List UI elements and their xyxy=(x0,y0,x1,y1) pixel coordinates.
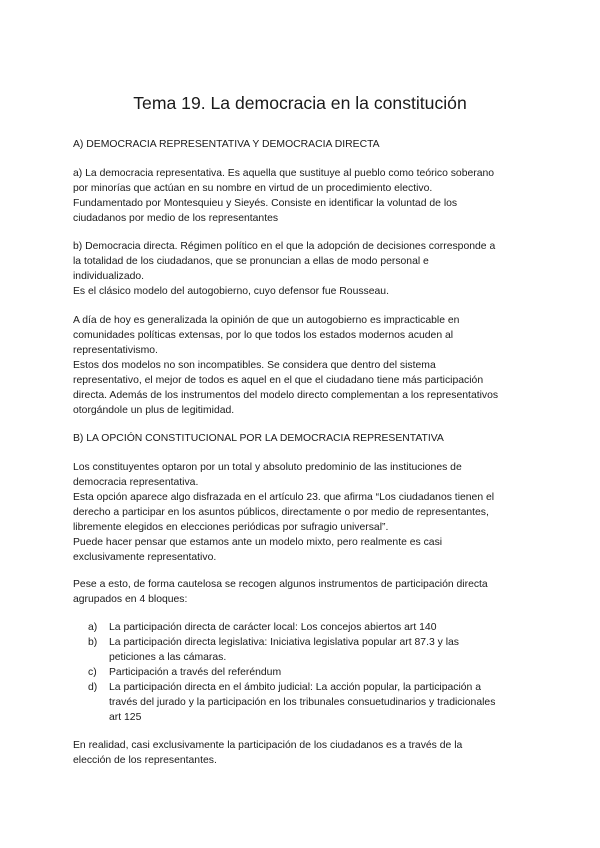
list-item-text: La participación directa de carácter local: Los concejos abiertos art 140 xyxy=(109,622,437,633)
text-line: Los constituyentes optaron por un total y absoluto predominio de las instituciones de xyxy=(73,462,462,473)
list-marker: d) xyxy=(88,682,98,693)
list-marker: a) xyxy=(88,622,98,633)
text-line: directa. Además de los instrumentos del modelo directo complementan a los representativos xyxy=(73,390,499,401)
participation-list xyxy=(88,620,543,725)
paragraph-direct-democracy xyxy=(73,239,543,299)
text-line: representativo, el mejor de todos es aquel en el que el ciudadano tiene más participación xyxy=(73,375,484,386)
list-item xyxy=(88,680,543,725)
text-line: Fundamentado por Montesquieu y Sieyés. Consiste en identificar la voluntad de los xyxy=(73,198,458,209)
text-line: En realidad, casi exclusivamente la participación de los ciudadanos es a través de la xyxy=(73,740,463,751)
text-line: libremente elegidos en elecciones periódicas por sufragio universal”. xyxy=(73,522,389,533)
text-line: b) Democracia directa. Régimen político en el que la adopción de decisiones corresponde a xyxy=(73,241,496,252)
list-item xyxy=(88,620,543,635)
list-item-text: través del jurado y la participación en los tribunales consuetudinarios y tradicionales xyxy=(109,697,496,708)
page-title: Tema 19. La democracia en la constitución xyxy=(133,93,467,113)
text-line: individualizado. xyxy=(73,271,145,282)
text-line: ciudadanos por medio de los representantes xyxy=(73,213,279,224)
text-line: Pese a esto, de forma cautelosa se recogen algunos instrumentos de participación directa xyxy=(73,579,488,590)
paragraph-representative-democracy xyxy=(73,166,543,226)
list-item-text: La participación directa en el ámbito judicial: La acción popular, la participación a xyxy=(109,682,481,693)
text-line: Puede hacer pensar que estamos ante un modelo mixto, pero realmente es casi xyxy=(73,537,443,548)
text-line: democracia representativa. xyxy=(73,477,199,488)
list-item xyxy=(88,665,543,680)
text-line: la totalidad de los ciudadanos, que se pronuncian a ellas de modo personal e xyxy=(73,256,429,267)
text-line: derecho a participar en los asuntos públicos, directamente o por medio de representantes, xyxy=(73,507,489,518)
text-line: comunidades políticas extensas, por lo que todos los estados modernos acuden al xyxy=(73,330,454,341)
text-line: Estos dos modelos no son incompatibles. Se considera que dentro del sistema xyxy=(73,360,436,371)
text-line: elección de los representantes. xyxy=(73,755,217,766)
paragraph-compatibility xyxy=(73,313,543,418)
paragraph-conclusion xyxy=(73,738,543,768)
text-line: Es el clásico modelo del autogobierno, cuyo defensor fue Rousseau. xyxy=(73,286,389,297)
list-item-text: La participación directa legislativa: Iniciativa legislativa popular art 87.3 y las xyxy=(109,637,460,648)
text-line: a) La democracia representativa. Es aquella que sustituye al pueblo como teórico soberano xyxy=(73,168,495,179)
text-line: Esta opción aparece algo disfrazada en el artículo 23. que afirma “Los ciudadanos tienen el xyxy=(73,492,495,503)
section-a-heading: A) DEMOCRACIA REPRESENTATIVA Y DEMOCRACIA DIRECTA xyxy=(73,139,380,150)
text-line: representativismo. xyxy=(73,345,158,356)
text-line: agrupados en 4 bloques: xyxy=(73,594,188,605)
paragraph-constitutional-option xyxy=(73,460,543,565)
paragraph-direct-instruments xyxy=(73,577,543,607)
list-marker: c) xyxy=(88,667,97,678)
text-line: otorgándole un plus de legitimidad. xyxy=(73,405,235,416)
text-line: A día de hoy es generalizada la opinión de que un autogobierno es impracticable en xyxy=(73,315,460,326)
list-item-text: art 125 xyxy=(109,712,142,723)
section-b-heading: B) LA OPCIÓN CONSTITUCIONAL POR LA DEMOCRACIA REPRESENTATIVA xyxy=(73,433,444,444)
list-item-text: Participación a través del referéndum xyxy=(109,667,282,678)
text-line: exclusivamente representativo. xyxy=(73,552,217,563)
list-item xyxy=(88,635,543,665)
text-line: por minorías que actúan en su nombre en virtud de un procedimiento electivo. xyxy=(73,183,433,194)
list-item-text: peticiones a las cámaras. xyxy=(109,652,227,663)
list-marker: b) xyxy=(88,637,98,648)
